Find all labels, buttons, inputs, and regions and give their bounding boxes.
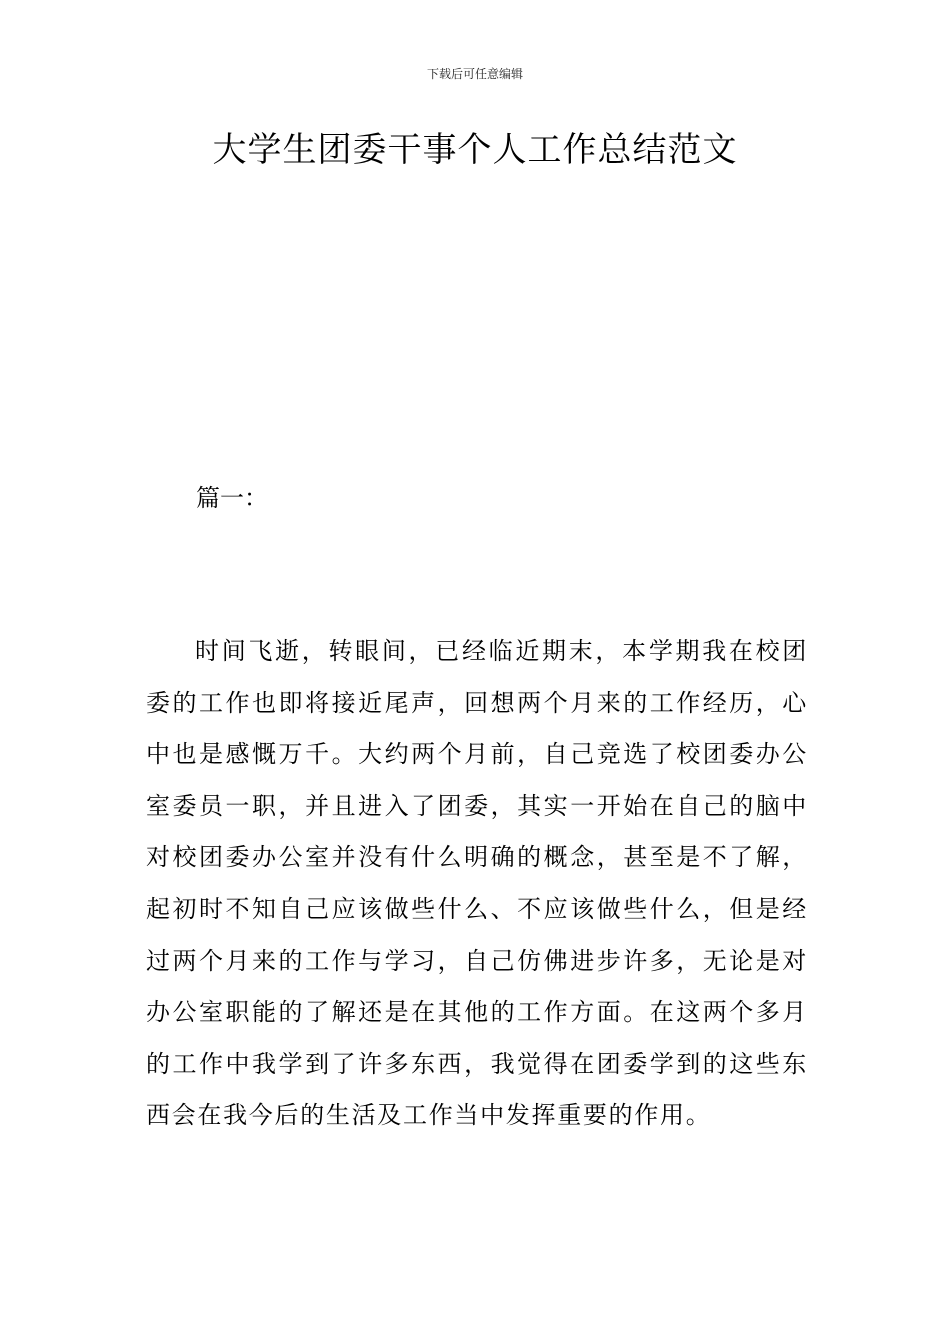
body-paragraph: 时间飞逝，转眼间，已经临近期末，本学期我在校团委的工作也即将接近尾声，回想两个月来的工作经历，心中也是感慨万千。大约两个月前，自己竞选了校团委办公室委员一职，并且进入了团委，其实一开始在自己的脑中对校团委办公室并没有什么明确的概念，甚至是不了解，起初时不知自己应该做些什么、不应该做些什么，但是经过两个月来的工作与学习，自己仿佛进步许多，无论是对办公室职能的了解还是在其他的工作方面。在这两个多月的工作中我学到了许多东西，我觉得在团委学到的这些东西会在我今后的生活及工作当中发挥重要的作用。 — [146, 637, 808, 1130]
header-note: 下载后可任意编辑 — [426, 67, 523, 81]
section-label: 篇一： — [196, 484, 268, 512]
document-title: 大学生团委干事个人工作总结范文 — [212, 130, 738, 170]
